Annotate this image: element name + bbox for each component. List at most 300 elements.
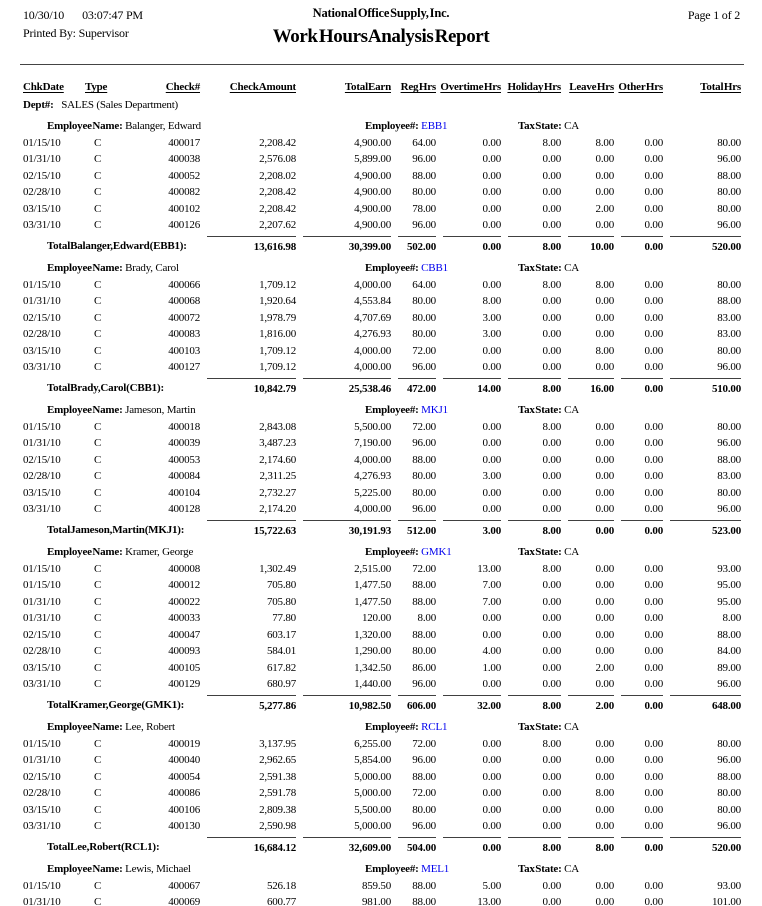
employee-name-group	[47, 260, 179, 277]
tax-state-label: Tax State:	[518, 862, 562, 875]
cell-chk-date: 02/28/10	[23, 470, 61, 482]
cell-check-amount: 1,709.12	[259, 361, 296, 373]
cell-total-hrs: 96.00	[717, 754, 741, 766]
cell-chk-date: 01/15/10	[23, 136, 61, 149]
cell-reg-hrs: 78.00	[412, 202, 436, 215]
cell-check-amount: 1,709.12	[259, 278, 296, 291]
col-type: Type	[85, 81, 108, 93]
cell-total-hrs: 96.00	[717, 153, 741, 165]
cell-check-num: 400069	[168, 896, 200, 906]
cell-type: C	[94, 202, 102, 215]
total-value: 30,191.93	[303, 520, 391, 538]
employee-id-value: CBB1	[421, 261, 448, 274]
employee-id-label: Employee#:	[365, 261, 419, 274]
cell-total-hrs: 96.00	[717, 820, 741, 832]
total-value: 15,722.63	[207, 520, 296, 538]
cell-total-hrs: 80.00	[717, 186, 741, 198]
cell-type: C	[94, 311, 102, 324]
employee-name-group	[47, 861, 191, 878]
detail-row	[22, 435, 741, 452]
column-header-table	[22, 79, 741, 96]
employee-total-values	[200, 378, 762, 396]
cell-total-earn: 981.00	[361, 896, 391, 906]
cell-holiday-hrs: 0.00	[542, 437, 561, 449]
cell-type: C	[94, 486, 102, 499]
cell-type: C	[94, 562, 102, 575]
cell-leave-hrs: 0.00	[595, 562, 614, 575]
cell-check-amount: 77.80	[272, 612, 296, 624]
detail-row	[22, 326, 741, 343]
employee-total-row	[22, 837, 762, 857]
cell-overtime-hrs: 0.00	[482, 737, 501, 750]
cell-overtime-hrs: 0.00	[482, 344, 501, 357]
total-value: 648.00	[670, 695, 741, 713]
cell-total-earn: 4,000.00	[354, 344, 391, 357]
cell-type: C	[94, 645, 102, 657]
cell-total-hrs: 95.00	[717, 579, 741, 591]
header-center	[0, 6, 762, 48]
cell-holiday-hrs: 0.00	[542, 202, 561, 215]
employee-rows	[22, 419, 741, 518]
tax-state-group	[518, 719, 579, 736]
cell-check-num: 400083	[168, 328, 200, 340]
cell-overtime-hrs: 0.00	[482, 136, 501, 149]
cell-reg-hrs: 88.00	[412, 770, 436, 783]
employee-block	[0, 260, 762, 398]
detail-row	[22, 217, 741, 234]
detail-row	[22, 769, 741, 786]
cell-overtime-hrs: 0.00	[482, 612, 501, 624]
employee-rows	[22, 736, 741, 835]
cell-check-num: 400066	[168, 278, 200, 291]
cell-other-hrs: 0.00	[644, 820, 663, 832]
employee-checks-table	[22, 561, 741, 693]
employee-total-values	[200, 236, 762, 254]
cell-type: C	[94, 803, 102, 816]
cell-leave-hrs: 0.00	[595, 453, 614, 466]
detail-row	[22, 610, 741, 627]
report-title: Work Hours Analysis Report	[272, 26, 490, 47]
cell-type: C	[94, 595, 102, 608]
cell-overtime-hrs: 13.00	[477, 896, 501, 906]
cell-holiday-hrs: 0.00	[542, 470, 561, 482]
cell-type: C	[94, 344, 102, 357]
cell-check-num: 400012	[168, 579, 200, 591]
employee-block	[0, 719, 762, 857]
cell-holiday-hrs: 0.00	[542, 770, 561, 783]
cell-holiday-hrs: 0.00	[542, 645, 561, 657]
cell-leave-hrs: 0.00	[595, 595, 614, 608]
cell-check-num: 400067	[168, 879, 200, 892]
cell-total-earn: 4,000.00	[354, 503, 391, 515]
cell-other-hrs: 0.00	[644, 328, 663, 340]
total-value: 8.00	[508, 837, 561, 855]
cell-total-earn: 120.00	[361, 612, 391, 624]
cell-type: C	[94, 612, 102, 624]
cell-other-hrs: 0.00	[644, 186, 663, 198]
total-value: 0.00	[621, 236, 663, 254]
cell-reg-hrs: 72.00	[412, 737, 436, 750]
cell-chk-date: 03/31/10	[23, 361, 61, 373]
cell-total-earn: 4,707.69	[354, 311, 391, 324]
cell-chk-date: 01/31/10	[23, 754, 61, 766]
cell-total-hrs: 96.00	[717, 503, 741, 515]
cell-check-amount: 2,962.65	[259, 754, 296, 766]
cell-total-hrs: 83.00	[717, 311, 741, 324]
cell-type: C	[94, 169, 102, 182]
cell-overtime-hrs: 0.00	[482, 503, 501, 515]
employee-id-label: Employee#:	[365, 862, 419, 875]
cell-overtime-hrs: 0.00	[482, 153, 501, 165]
cell-reg-hrs: 72.00	[412, 787, 436, 799]
cell-check-amount: 2,311.25	[259, 470, 296, 482]
cell-total-hrs: 80.00	[717, 737, 741, 750]
cell-check-amount: 2,208.42	[259, 202, 296, 215]
cell-leave-hrs: 0.00	[595, 169, 614, 182]
employee-id-group	[365, 118, 447, 135]
cell-total-earn: 6,255.00	[354, 737, 391, 750]
cell-leave-hrs: 0.00	[595, 879, 614, 892]
cell-type: C	[94, 787, 102, 799]
cell-check-num: 400129	[168, 678, 200, 690]
detail-row	[22, 501, 741, 518]
total-value: 10,842.79	[207, 378, 296, 396]
cell-total-hrs: 83.00	[717, 470, 741, 482]
tax-state-group	[518, 260, 579, 277]
cell-check-amount: 705.80	[266, 579, 296, 591]
cell-holiday-hrs: 0.00	[542, 579, 561, 591]
cell-chk-date: 03/15/10	[23, 661, 61, 674]
tax-state-value: CA	[564, 403, 580, 416]
cell-check-num: 400038	[168, 153, 200, 165]
cell-other-hrs: 0.00	[644, 278, 663, 291]
cell-type: C	[94, 628, 102, 641]
cell-total-earn: 5,000.00	[354, 787, 391, 799]
cell-leave-hrs: 0.00	[595, 219, 614, 231]
cell-total-earn: 4,000.00	[354, 453, 391, 466]
cell-other-hrs: 0.00	[644, 503, 663, 515]
cell-reg-hrs: 96.00	[412, 437, 436, 449]
employee-name-value: Balanger, Edward	[125, 119, 201, 132]
cell-reg-hrs: 72.00	[412, 562, 436, 575]
employee-checks-table	[22, 878, 741, 906]
cell-holiday-hrs: 0.00	[542, 754, 561, 766]
cell-type: C	[94, 678, 102, 690]
cell-total-earn: 4,900.00	[354, 219, 391, 231]
detail-row	[22, 452, 741, 469]
cell-type: C	[94, 437, 102, 449]
cell-total-hrs: 89.00	[717, 661, 741, 674]
total-value: 0.00	[568, 520, 614, 538]
total-value: 2.00	[568, 695, 614, 713]
total-value: 10.00	[568, 236, 614, 254]
cell-check-amount: 2,208.02	[259, 169, 296, 182]
employee-rows	[22, 277, 741, 376]
cell-total-earn: 4,000.00	[354, 361, 391, 373]
cell-reg-hrs: 88.00	[412, 879, 436, 892]
col-total-earn: TotalEarn	[344, 81, 391, 93]
detail-row	[22, 151, 741, 168]
cell-chk-date: 03/31/10	[23, 503, 61, 515]
cell-check-num: 400018	[168, 420, 200, 433]
employee-id-value: MKJ1	[421, 403, 448, 416]
cell-total-hrs: 88.00	[717, 628, 741, 641]
cell-type: C	[94, 186, 102, 198]
cell-overtime-hrs: 0.00	[482, 678, 501, 690]
cell-total-hrs: 95.00	[717, 595, 741, 608]
cell-type: C	[94, 295, 102, 307]
tax-state-group	[518, 402, 579, 419]
cell-reg-hrs: 96.00	[412, 153, 436, 165]
cell-total-earn: 5,854.00	[354, 754, 391, 766]
cell-leave-hrs: 0.00	[595, 754, 614, 766]
cell-leave-hrs: 0.00	[595, 628, 614, 641]
print-time: 03:07:47 PM	[82, 8, 143, 22]
employee-id-group	[365, 402, 448, 419]
cell-overtime-hrs: 3.00	[482, 311, 501, 324]
col-holiday-hrs: Holiday Hrs	[507, 81, 561, 93]
dept-label: Dept#:	[23, 98, 54, 111]
cell-check-num: 400093	[168, 645, 200, 657]
employee-name-label: Employee Name:	[47, 261, 123, 274]
cell-chk-date: 01/15/10	[23, 278, 61, 291]
total-value: 8.00	[508, 378, 561, 396]
cell-overtime-hrs: 0.00	[482, 486, 501, 499]
cell-reg-hrs: 96.00	[412, 361, 436, 373]
cell-leave-hrs: 0.00	[595, 612, 614, 624]
cell-other-hrs: 0.00	[644, 136, 663, 149]
cell-check-amount: 1,978.79	[259, 311, 296, 324]
detail-row	[22, 343, 741, 360]
detail-row	[22, 894, 741, 906]
cell-chk-date: 02/15/10	[23, 311, 61, 324]
cell-other-hrs: 0.00	[644, 595, 663, 608]
employee-total-row	[22, 236, 762, 256]
cell-reg-hrs: 64.00	[412, 278, 436, 291]
cell-leave-hrs: 0.00	[595, 896, 614, 906]
col-chk-date: ChkDate	[23, 81, 64, 93]
employee-header	[0, 719, 762, 736]
cell-overtime-hrs: 0.00	[482, 820, 501, 832]
total-value: 16.00	[568, 378, 614, 396]
cell-check-num: 400053	[168, 453, 200, 466]
cell-type: C	[94, 754, 102, 766]
cell-other-hrs: 0.00	[644, 678, 663, 690]
cell-overtime-hrs: 1.00	[482, 661, 501, 674]
employee-id-label: Employee#:	[365, 403, 419, 416]
cell-total-hrs: 96.00	[717, 437, 741, 449]
cell-other-hrs: 0.00	[644, 453, 663, 466]
cell-other-hrs: 0.00	[644, 420, 663, 433]
cell-total-hrs: 88.00	[717, 295, 741, 307]
employee-block	[0, 544, 762, 715]
employee-total-values	[200, 837, 762, 855]
employee-total-label: Total Lee, Robert (RCL1) :	[47, 840, 160, 853]
cell-check-num: 400104	[168, 486, 200, 499]
employee-total-row	[22, 695, 762, 715]
total-value: 0.00	[621, 378, 663, 396]
employee-id-label: Employee#:	[365, 119, 419, 132]
cell-other-hrs: 0.00	[644, 562, 663, 575]
employee-id-group	[365, 260, 448, 277]
cell-other-hrs: 0.00	[644, 437, 663, 449]
cell-reg-hrs: 96.00	[412, 219, 436, 231]
cell-other-hrs: 0.00	[644, 202, 663, 215]
tax-state-label: Tax State:	[518, 261, 562, 274]
cell-check-amount: 2,843.08	[259, 420, 296, 433]
cell-total-earn: 4,553.84	[354, 295, 391, 307]
cell-overtime-hrs: 0.00	[482, 453, 501, 466]
detail-row	[22, 660, 741, 677]
cell-check-amount: 600.77	[266, 896, 296, 906]
cell-leave-hrs: 8.00	[595, 787, 614, 799]
cell-other-hrs: 0.00	[644, 879, 663, 892]
cell-total-hrs: 80.00	[717, 420, 741, 433]
cell-check-num: 400068	[168, 295, 200, 307]
employee-id-group	[365, 544, 452, 561]
total-value: 0.00	[621, 695, 663, 713]
employee-name-group	[47, 118, 201, 135]
total-value: 504.00	[398, 837, 436, 855]
header-rule	[20, 64, 744, 65]
detail-row	[22, 818, 741, 835]
detail-row	[22, 184, 741, 201]
cell-total-earn: 2,515.00	[354, 562, 391, 575]
tax-state-group	[518, 118, 579, 135]
cell-other-hrs: 0.00	[644, 470, 663, 482]
tax-state-label: Tax State:	[518, 720, 562, 733]
tax-state-label: Tax State:	[518, 119, 562, 132]
col-overtime-hrs: Overtime Hrs	[440, 81, 501, 93]
cell-other-hrs: 0.00	[644, 344, 663, 357]
employee-name-group	[47, 402, 195, 419]
cell-leave-hrs: 0.00	[595, 579, 614, 591]
cell-total-hrs: 80.00	[717, 803, 741, 816]
total-value: 25,538.46	[303, 378, 391, 396]
total-value: 520.00	[670, 236, 741, 254]
cell-check-num: 400082	[168, 186, 200, 198]
report-header	[0, 0, 762, 66]
cell-chk-date: 02/15/10	[23, 628, 61, 641]
total-value: 10,982.50	[303, 695, 391, 713]
cell-other-hrs: 0.00	[644, 803, 663, 816]
cell-total-earn: 1,477.50	[354, 579, 391, 591]
employee-id-group	[365, 719, 447, 736]
cell-overtime-hrs: 0.00	[482, 420, 501, 433]
cell-chk-date: 02/28/10	[23, 186, 61, 198]
cell-total-hrs: 8.00	[722, 612, 741, 624]
printed-by-value: Supervisor	[78, 26, 129, 40]
total-value: 14.00	[443, 378, 501, 396]
cell-holiday-hrs: 0.00	[542, 661, 561, 674]
cell-chk-date: 02/28/10	[23, 787, 61, 799]
cell-type: C	[94, 420, 102, 433]
cell-reg-hrs: 96.00	[412, 754, 436, 766]
cell-holiday-hrs: 0.00	[542, 328, 561, 340]
detail-row	[22, 561, 741, 578]
detail-row	[22, 676, 741, 693]
cell-overtime-hrs: 0.00	[482, 437, 501, 449]
cell-chk-date: 01/15/10	[23, 879, 61, 892]
total-value: 0.00	[621, 837, 663, 855]
cell-reg-hrs: 88.00	[412, 579, 436, 591]
cell-leave-hrs: 0.00	[595, 770, 614, 783]
employee-name-value: Brady, Carol	[125, 261, 179, 274]
cell-total-earn: 4,276.93	[354, 470, 391, 482]
cell-check-amount: 1,302.49	[259, 562, 296, 575]
cell-overtime-hrs: 7.00	[482, 579, 501, 591]
cell-chk-date: 01/31/10	[23, 437, 61, 449]
print-date: 10/30/10	[23, 8, 65, 22]
cell-holiday-hrs: 0.00	[542, 311, 561, 324]
employee-header	[0, 544, 762, 561]
cell-chk-date: 03/15/10	[23, 202, 61, 215]
total-value: 8.00	[508, 520, 561, 538]
cell-type: C	[94, 579, 102, 591]
tax-state-value: CA	[564, 545, 580, 558]
detail-row	[22, 277, 741, 294]
cell-check-num: 400103	[168, 344, 200, 357]
cell-check-amount: 2,208.42	[259, 186, 296, 198]
detail-row	[22, 168, 741, 185]
cell-total-hrs: 88.00	[717, 770, 741, 783]
tax-state-value: CA	[564, 261, 580, 274]
cell-type: C	[94, 278, 102, 291]
cell-other-hrs: 0.00	[644, 770, 663, 783]
cell-overtime-hrs: 3.00	[482, 470, 501, 482]
total-value: 3.00	[443, 520, 501, 538]
employee-checks-table	[22, 135, 741, 234]
employee-block	[0, 402, 762, 540]
cell-check-amount: 2,591.38	[259, 770, 296, 783]
total-value: 8.00	[568, 837, 614, 855]
tax-state-value: CA	[564, 862, 580, 875]
cell-reg-hrs: 86.00	[412, 661, 436, 674]
total-value: 30,399.00	[303, 236, 391, 254]
cell-total-hrs: 88.00	[717, 169, 741, 182]
total-value: 502.00	[398, 236, 436, 254]
cell-chk-date: 01/31/10	[23, 595, 61, 608]
cell-reg-hrs: 80.00	[412, 295, 436, 307]
employee-header	[0, 861, 762, 878]
total-value: 0.00	[621, 520, 663, 538]
total-value: 523.00	[670, 520, 741, 538]
col-check-num: Check#	[165, 81, 200, 93]
cell-other-hrs: 0.00	[644, 628, 663, 641]
cell-holiday-hrs: 0.00	[542, 612, 561, 624]
employee-rows	[22, 561, 741, 693]
cell-other-hrs: 0.00	[644, 311, 663, 324]
page-number: Page 1 of 2	[687, 8, 740, 22]
cell-leave-hrs: 8.00	[595, 136, 614, 149]
cell-leave-hrs: 0.00	[595, 311, 614, 324]
cell-check-num: 400128	[168, 503, 200, 515]
cell-check-num: 400047	[168, 628, 200, 641]
tax-state-label: Tax State:	[518, 545, 562, 558]
cell-total-earn: 4,900.00	[354, 136, 391, 149]
cell-check-amount: 526.18	[266, 879, 296, 892]
cell-check-num: 400086	[168, 787, 200, 799]
cell-reg-hrs: 72.00	[412, 420, 436, 433]
employee-checks-table	[22, 736, 741, 835]
total-value: 16,684.12	[207, 837, 296, 855]
total-value: 606.00	[398, 695, 436, 713]
cell-total-earn: 1,440.00	[354, 678, 391, 690]
cell-total-earn: 5,500.00	[354, 420, 391, 433]
cell-chk-date: 01/15/10	[23, 579, 61, 591]
cell-overtime-hrs: 0.00	[482, 186, 501, 198]
employee-header	[0, 118, 762, 135]
